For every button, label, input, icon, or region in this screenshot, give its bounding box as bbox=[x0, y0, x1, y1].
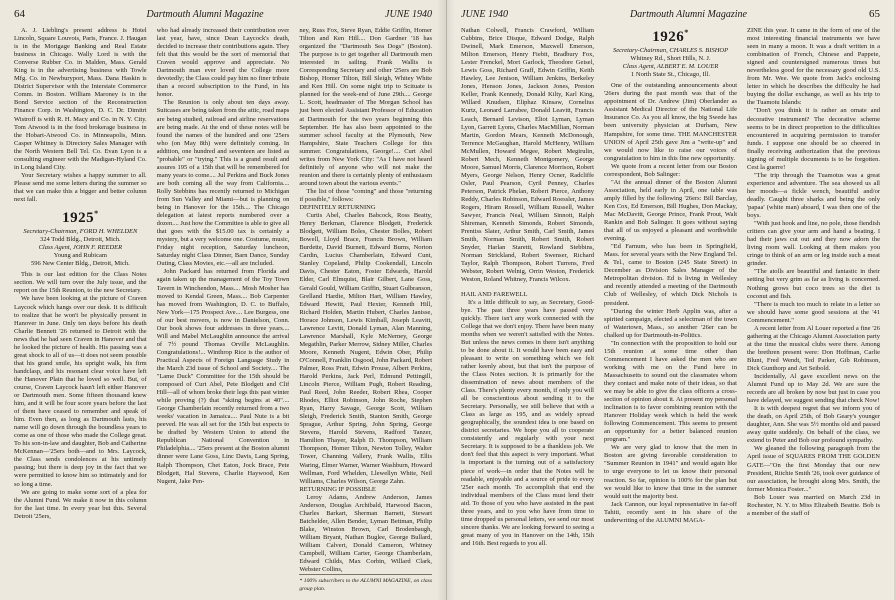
agent-line: Class Agent, ALBERT E. M. LOUER bbox=[622, 63, 719, 71]
secretary-address: 324 Todd Bldg., Detroit, Mich. bbox=[39, 236, 121, 244]
returning-if-possible-list-cont: Nathan Colwell, Francis Crawford, William Cubbins, Brice Disque, Edward Dodge, Ralph Dwinell, Mark Emerson, Maxwell Emerson, Milton Emerson, Henry Fiebit, Bradbury Fox, Lester Frenckel, Mort Garlock, Theodore Geisel, Lewis Goss, Richard Graff, Edwin Griffin, Keith Hawley, Lee Jenison, William Jenkins, Berkeley Jones, Henson Jones, Jackson Jones, Preston Keller, Frank Kennedy, Donald Kilty, Karl King, Willard Knudsen, Eliphaz Kinsaw, Cornelius Kurtz, Leonard Larrabee, Donald Leavitt, Francis Leach, Bernard Levison, Eliot Lyman, Lyman Lyon, Garrett Lyons, Charles MacMillian, Norman Martin, Gordon Mears, Kenneth McDonough, Terrence McGaughan, Harold McHenry, William McMullen, Howard Megee, Robert Megirulin, Robert Mech, Kenneth Montgomery, George Moore, Samuel Morris, Clarence Morrison, Robert Myers, George Nelson, Henry Ocner, Radcliffe Osler, Paul Pearson, Cyril Penney, Charles Peterson, Patrick Phelan, Robert Pierce, Anthony Reddy, Charles Robinson, Edward Roessler, James Rogers, Hiram Rossell, William Russell, Walter Sawyer, Francis Neal, William Sinnott, Ralph Shireman, Kenneth Simonds, Robert Simonds, Prentiss Slater, Arthur Smith, Carl Smith, James Smith, Norman Smith, Robert Smith, Robert Snyder, Harlan Staretti, Rowland Stebbins, Norman Strickland, Robert Swenser, Richard Taylor, Ralph Thompson, Robert Turrens, Fred Webster, Robert Welnig, Orrin Weston, Frederick Weston, Roland Whitney, Francis Wilcox. bbox=[461, 27, 594, 284]
class-star: * bbox=[684, 28, 689, 37]
left-col-1 bbox=[14, 27, 147, 593]
paragraph: Bob Louer was married on March 23d in Rochester, N. Y. to Miss Elizabeth Beattie. Bob is a member of the staff of bbox=[747, 493, 880, 517]
paragraph: "There is much too much to relate in a letter so we should have some good sessions at the '41 Commencement." bbox=[747, 300, 880, 324]
paragraph: John Packard has returned from Florida and again taken up the management of the Toy Town Tavern in Winchendon, Mass.... Mosh Mosher has moved to Kendal Green, Mass.... Bob Carpenter has moved from Washington, D. C. to Buffalo, New York—175 Prospect Ave.... Lee Burgess, one of our best movers, is now in Danielson, Conn. Our book shows four addresses in three years.... Will and Mabel McLaughlin announce the arrival of 7½ pound Thomas Orville McLaughlin. Congratulations!... Winthrop Rice is the author of Practical Aspects of Foreign Language Study in the March 23d issue of School and Society.... The "Lame Duck" Committee for the 15th should be composed of Curt Abel, Pete Blodgett and Clif Hill—all of whom broke their legs this past winter while proving (?) that "skiing begins at 40".... George Chamberlain recently returned from a two weeks' vacation in Jamaica.... Paul Nute is a bit peeved. He was all set for the 15th but expects to be drafted by Western Union to attend the Republican National Convention in Philadelphia.... '25ers present at the Boston alumni dinner were Lane Goss, Linc Davis, Lang Spring, Ralph Thompson, Chet Eaton, Jock Brace, Pete Blodgett, Hal Stevens, Charlie Haywood, Ken Nugent, Jake Pen- bbox=[156, 268, 290, 485]
paragraph: "Don't you think it is rather an ornate and decorative instrument? The decorative scheme seems to be in direct proportion to the difficulties encountered in acquiring permission to transfer funds. I suppose one should be so cheered in finally receiving authorization that the previous signing of multiple documents is to be forgotten. Cest la guerre! bbox=[747, 107, 880, 171]
paragraph: It's a little difficult to say, as Secretary, Good-bye. The past three years have passed very quickly. There isn't any work connected with the College that we don't enjoy. There have been many months when we weren't satisfied with the Notes. But unless the news comes in there isn't anything to be done about it. It would have been easy and pleasant to write on something which we felt rather keenly about, but that isn't the purpose of the Class Notes section. It is primarily for the dissemination of news about members of the Class. There's plenty every month, if only you will all be conscientious about sending it to the Secretary. Personally, we still believe that with a Class as large as 195, and as widely spread geographically, the soundest idea is one based on district secretaries. We hope you all to cooperate consistently and regularly with your next Secretary. It is supposed to be a thankless job. We don't feel that this aspect is very important. What is important is the turning out of a satisfactory piece of work—in order that the Notes will be readable, enjoyable and a source of pride to every '25er each month. To accomplish that end the individual members of the Class must lend their aid. To those of you who have assisted in the past three years, and to you who have from time to time dropped us personal letters, we send our most sincere thanks. We are looking forward to seeing a great many of you in Hanover on the 14th, 15th and 16th. Best regards to you all. bbox=[461, 298, 594, 547]
gutter-shadow-right bbox=[447, 0, 455, 600]
returning-if-possible-list: Leroy Adams, Andrew Anderson, James Anderson, Douglas Archibald, Harwood Bacon, Charles Barkart, Sherman Barnett, Stewart Batchelder, Allen Bender, Lyman Bettman, Philip Blake, Winston Brown, Carl Brodenbaugh, William Bryant, Nathan Buglee, George Bullard, William Calvert, Donald Cameron, Whitney Campbell, William Carter, George Chamberlain, Edward Childs, Max Corbin, Willard Clark, Webster Collins, bbox=[299, 493, 433, 574]
paragraph: who had already increased their contribution over last year, have, since Dean Laycock's death, decided to increase their contributions again. They felt that this would be the sort of memorial that Craven would approve and appreciate. No Dartmouth man ever loved the College more devotedly; the Class could pay him no finer tribute than a record subscription to the Fund, in his honor. bbox=[156, 27, 290, 99]
paragraph: We gleaned the following paragraph from the April issue of SQUARES FROM THE GOLDEN GATE—"On the first Monday that our new President, Ritchie Smith '26, took over guidance of our association, he brought along Mrs. Smith, the former Monica Foster..." bbox=[747, 445, 880, 493]
paragraph: We are going to make some sort of a plea for the Alumni Fund. We make it now in this column for the last time. In every year but this. Several Detroit '25ers, bbox=[14, 488, 147, 520]
paragraph: ZINE this year. It came in the form of one of the most interesting financial instruments we have seen in many a moon. It was a draft written in a combination of French, Chinese and Pappete, signed and countersigned numerous times but nevertheless good for the necessary good old U.S. from Mr. Wee. We quote from Jack's enclosing letter in which he describes the difficulty he had buying the dollar exchange, as well as his trip to the Tuamotu Islands: bbox=[747, 27, 880, 107]
paragraph: Jack Cannon, our loyal representative in far-off Tahiti, recently sent in his share of the underwriting of the ALUMNI MAGA- bbox=[604, 500, 737, 524]
paragraph: A recent letter from Al Louer reported a fine '26 gathering at the Chicago Alumni Association party at the time the musical clubs were there. Among the brethren present were: Don Hoffman, Carlie Blunt, Fred Wendt, Ted Parker, Gib Robinson, Dick Gunthorp and Art Seibold. bbox=[747, 324, 880, 372]
right-columns bbox=[461, 27, 880, 593]
agent-firm: Young and Rubicam bbox=[53, 252, 107, 260]
footnote: * 100% subscribers to the ALUMNI MAGAZINE, on class group plan. bbox=[299, 574, 432, 593]
secretary-line: Secretary-Chairman, CHARLES S. BISHOP bbox=[612, 47, 729, 55]
class-year-text: 1926 bbox=[652, 29, 685, 45]
secretary-address: Whitney Rd., Short Hills, N. J. bbox=[630, 55, 711, 63]
class-star: * bbox=[94, 209, 99, 219]
left-running-title: Dartmouth Alumni Magazine bbox=[146, 9, 264, 20]
left-columns bbox=[14, 27, 432, 593]
definitely-returning-heading: DEFINITELY RETURNING bbox=[299, 204, 376, 212]
agent-address: 1 North State St., Chicago, Ill. bbox=[631, 71, 710, 79]
left-page-number: 64 bbox=[14, 8, 25, 20]
hail-and-farewell-heading: HAIL AND FAREWELL bbox=[461, 290, 528, 298]
paragraph: The list of those "coming" and those "returning if possible," follows: bbox=[299, 187, 433, 203]
paragraph: Your Secretary wishes a happy summer to all. Please send me some letters during the summer so that we can make this a bigger and better column next fall. bbox=[14, 171, 147, 203]
agent-line: Class Agent, JOHN F. REEDER bbox=[38, 244, 123, 252]
left-page bbox=[0, 0, 447, 600]
left-issue: JUNE 1940 bbox=[385, 9, 432, 20]
returning-if-possible-heading: RETURNING IF POSSIBLE bbox=[299, 485, 376, 493]
paragraph: This is our last edition for the Class Notes section. We will turn over the July issue, and the report on the 15th Reunion, to the new Secretary. bbox=[14, 271, 147, 295]
class-1926-heading bbox=[604, 29, 737, 44]
paragraph: "In connection with the proposition to hold our 15th reunion at some time other than Commencement I have asked the men who are working with me on the Fund here in Massachusetts to sound out the classmates whom they contact and make note of their ideas, so that we may be able to give the class officers a cross-section of opinion about it. At present my personal inclination is to favor combining reunion with the Hanover Holiday week which is held the week following Commencement. This seems to present an opportunity for a better balanced reunion program." bbox=[604, 339, 737, 444]
right-col-1 bbox=[461, 27, 594, 593]
right-running-title: Dartmouth Alumni Magazine bbox=[629, 9, 747, 20]
paragraph: "The trip through the Tuamotus was a great experience and adventure. The sea showed us all her moods—a fickle wench, beautiful and/or deadly. Caught three sharks and being the only 'papaa' (white man) aboard, I was then one of the boys. bbox=[747, 171, 880, 220]
gutter-shadow-left bbox=[436, 0, 446, 600]
paragraph: "At the annual dinner of the Boston Alumni Association, held early in April, one table was amply filled by the following '26ers: Bill Barclay, Ken Cox, Ed Emerson, Bill Hughes, Don Mackay, Mac McDavitt, George Prince, Frank Prout, Walt Rankin and Bob Salinger. It goes without saying that all of us enjoyed a pleasant and worthwhile evening. bbox=[604, 178, 737, 243]
paragraph: It is with deepest regret that we inform you of the death, on April 25th, of Bob Geary's younger daughter, Ann. She was 5½ months old and passed away quite suddenly. On behalf of the class, we extend to Peter and Bob our profound sympathy. bbox=[747, 405, 880, 445]
paragraph: "The atolls are beautiful and fantastic in their setting but very grim as far as living is concerned. Nothing grows but coco trees so the diet is coconut and fish. bbox=[747, 268, 880, 300]
paragraph: One of the outstanding announcements about '26ers during the past month was that of the appointment of Dr. Andrew (Jim) Oberlander as Assistant Medical Director of the National Life Insurance Co. As you all know, the big Swede has been university physician at Durham, New Hampshire, for some time. THE MANCHESTER UNION of April 25th gave Jim a "write-up" and we would now like to raise our voices of congratulation to him in this fine new opportunity. bbox=[604, 82, 737, 162]
right-page-number: 65 bbox=[869, 8, 880, 20]
paragraph: The Reunion is only about ten days away. Suitcases are being taken from the attic, road maps are being studied, railroad and airline reservations are being made. At the end of these notes will be found the names of the hundred and one '25ers who (on May 8th) were definitely coming. In addition, one hundred and seventeen are listed as "probable" or "trying." This is a grand result and assures 195 of a 15th that will be remembered for many years to come.... Jul Perkins and Buck Jones are both coming all the way from California.... Rolly Stebbins has recently returned to Michigan from Sun Valley and Miami—but is planning on being in Hanover for the 15th.... The Chicago delegation at latest reports numbered over a dozen.... Just how the Committee is able to give all that goes with the $15.00 tax is certainly a mystery, but a very welcome one. Costume, music, Friday night reception, Saturday luncheon, Saturday night Class Dinner, Barn Dance, Sunday Outing, Class Movies, etc.—all are included. bbox=[156, 99, 290, 268]
paragraph: We have been looking at the picture of Craven Laycock which hangs over our desk. It is difficult to realize that he won't be physically present in Hanover in June. Only ten days before his death Charlie Bennett '26 returned to Detroit with the news that he had seen Craven in Hanover and that he looked the picture of health. His passing was a great shock to all of us—it does not seem possible that his grand smile, his upright walk, his firm handclasp, and his resonant clear voice have left the Hanover Plain that he loved so well. But, of course, Craven Laycock hasn't left either Hanover or Dartmouth men. Some fifteen thousand knew him, and it will be four score years before the last of them have ceased to remember and speak of him. Even then, as long as Dartmouth lasts, his name will go down through the boundless years to come as one of those who made the College great. To his son-in-law and daughter, Bob and Catherine McKennan—'25ers both—and to Mrs. Laycock, the Class sends condolences at his untimely passing; but there is deep joy in the fact that we were permitted to know him so intimately and for so long a time. bbox=[14, 295, 147, 488]
paragraph: A. J. Liebling's present address is Hotel Lincoln, Square Louvois, Paris, France. J. Haugan is in the Mortgage Banking and Real Estate business in Chicago. Wally Lord is with the Converse Rubber Co. in Malden, Mass. Gerald King is in the advertising business with Towle Mfg. Co. in Newburyport, Mass. Dana Haskin is District Supervisor with the Interstate Commerce Comm. in Boston. William Maroney is in the Bond Service section of the Reconstruction Finance Corp. in Washington, D. C. Dr. Dimitri Wistroff is with R. H. Macy and Co. in N. Y. City. Tom Atwood is in the food brokerage business in the Hobart-Atwood Co. in Minneapolis, Minn. Casper Whitney is Directory Sales Manager with the North Western Bell Tel. Co. Evan Lyon is a consulting engineer with the Madigan-Hyland Co. in Long Island City. bbox=[14, 27, 147, 171]
class-1925-heading bbox=[14, 210, 147, 225]
paragraph: ney, Russ Fox, Steve Ryan, Eddie Griffin, Homer Tilton and Ken Hill.... Don Gardner '18 has organized the "Dartmouth Sea Dogs" (Boston). The purpose is to get together all Dartmouth men interested in sailing. Frank Wallis is Corresponding Secretary and other '25ers are Bob Bishop, Homer Tilton, Bill Sleigh, Whitey White and Ken Hill. On some night trip to Scituate is planned for the week-end of June 29th.... George L. Scott, headmaster of The Morgan School has just been elected Assistant Professor of Education at Dartmouth for the two years beginning this September. He has also been appointed to the summer school faculty at the Plymouth, New Hampshire, State Teachers College for this summer. Congratulations, George!.... Curt Abel writes from New York City: "As I have not heard definitely of anyone who will not make the reunion and there is certainly plenty of enthusiasm around town about the various events." bbox=[299, 27, 433, 187]
class-year-1925 bbox=[62, 209, 99, 227]
paragraph: "Ed Farnum, who has been in Springfield, Mass. for several years with the New England Tel. & Tel., came to Boston (245 State Street) in December as Division Sales Manager of the Metropolitan division. Ed is living in Wellesley and recently attended a meeting of the Dartmouth Club of Wellesley, of which Dick Nichols is president. bbox=[604, 243, 737, 307]
agent-address: 596 New Center Bldg., Detroit, Mich. bbox=[30, 260, 130, 268]
definitely-returning-list: Curtis Abel, Charles Babcock, Ross Beatty, Henry Berkman, Clarence Blodgett, Frederick Blodgett, William Boles, Chester Bolles, Robert Bowell, Lloyd Brace, Francis Brown, William Burdette, David Burnett, Edward Burns, Norton Cardin, Lucius Chamberlain, Edward Cunt, Stanley Copeland, Philip Cookendall, Lincoln Davis, Chester Eaton, Foster Edwards, Harold Elder, Carl Elmquist, Blair Gilbert, Lane Goss, Gerald Gould, William Griffin, Stuart Gulbranson, Grelland Hardie, Milton Hart, William Hawley, Edward Hewitt, Paul Hexter, Kenneth Hill, Richard Holden, Martin Hubert, Charles Janisse, Horace Johnson, Lewis Kimball, Joseph Leavitt, Lawrence Levitt, Donald Lyman, Alan Manning, Lawrence Marshall, Kyle McNerney, George Megathlin, Parker Merrow, Sidney Miller, Charles Moore, Kenneth Nugent, Edwin Ober, Philip O'Connell, Franklin Osgood, John Packard, Robert Palmer, Ross Pratt, Edwin Prouse, Albert Perkins, Harold Perkins, Jack Perl, Edmund Pettingill, Lincoln Pierce, William Pugh, Robert Reading, Paul Reed, John Reeder, Robert Rhea, Cooper Rhodes, Elliot Robinson, John Roche, Stephen Ryan, Harry Savage, George Scott, William Sleigh, Frederick Smith, Stanton Smith, George Sprague, Arthur Spring, John Spring, George Stevens, Harold Stevens, Radford Tanzer, Hamilton Thayer, Ralph D. Thompson, William Thompson, Homer Tilton, Newton Tolley, Walter Tower, Channing Vallery, Frank Wallis, Ellis Waring, Elmer Warner, Warner Washburn, Howard Wellman, Ford Whelden, Llewellyn White, Neil Williams, Charles Wilson, George Zahn. bbox=[299, 212, 433, 485]
paragraph: "With just hook and line, no pole, those fiendish critters can give your arm and hand a beating. I had their jaws cut out and they now adorn the living room wall. Looking at them makes you cringe to think of an arm or leg inside such a meat grinder. bbox=[747, 220, 880, 268]
paragraph: We quote from a recent letter from our Boston correspondent, Bob Salinger: bbox=[604, 162, 737, 178]
secretary-line: Secretary-Chairman, FORD H. WHELDEN bbox=[23, 228, 138, 236]
paragraph: "During the winter Herb Applin was, after a spirited campaign, elected a selectman of the town of Watertown, Mass., so another '26er can be chalked up for Dartmouth-in-Politics. bbox=[604, 307, 737, 339]
class-year-1926 bbox=[652, 28, 689, 45]
right-page bbox=[447, 0, 894, 600]
right-running-head bbox=[461, 8, 880, 21]
left-col-2 bbox=[157, 27, 290, 593]
left-running-head bbox=[14, 8, 432, 21]
right-issue: JUNE 1940 bbox=[461, 9, 508, 20]
paragraph: We are very glad to know that the men in Boston are giving favorable consideration to "Summer Reunion in 1941" and would again like to urge everyone to let us know their personal reaction. So far, opinion is 100% for the plan but we would like to know that time in the summer would suit the majority best. bbox=[604, 444, 737, 500]
right-col-2 bbox=[604, 27, 737, 593]
class-year-text: 1925 bbox=[62, 210, 95, 227]
paragraph: Incidentally, Al gave excellent news on the Alumni Fund up to May 2d. We are sure the records are all broken by now but just in case you have delayed, we suggest sending that check Now! bbox=[747, 373, 880, 405]
right-col-3 bbox=[747, 27, 880, 593]
left-col-3 bbox=[299, 27, 432, 593]
